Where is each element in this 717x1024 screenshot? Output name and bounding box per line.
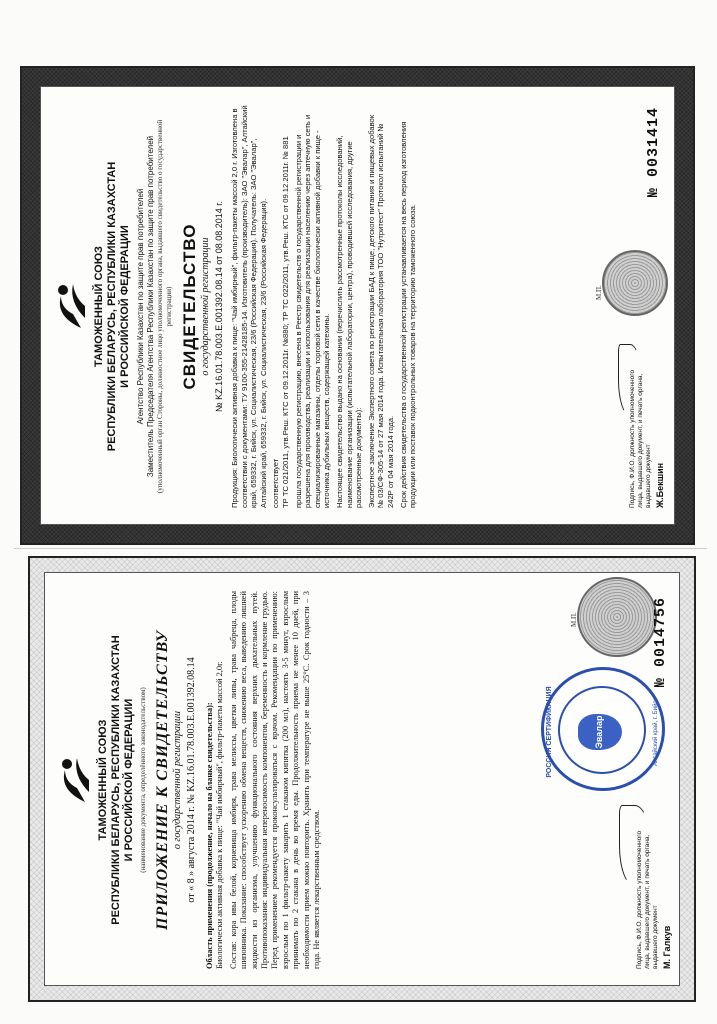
paragraph-registration: прошла государственную регистрацию, внесена в Реестр свидетельств о государственной регистрации и разрешена для производства, реализации и использования для реализации населению через аптечную сеть и специализированные магазины, отделы торговой сети в качестве биологически активной добавки к пище - источника дубильных веществ, содержащей катехины.	[293, 114, 332, 508]
appendix-caption: (наименование документа, определённого законодательством)	[139, 687, 147, 873]
certificate-serial-number: № 0031414	[645, 107, 662, 198]
product-text: Биологически активная добавка к пище: "Чай имбирный", фильтр-пакеты массой 2,0 г. Изготовлена в соответствии с документами: ТУ 9100-355-21428185-14. Изготовитель (производитель): ЗАО "Эвалар", Алтайский край, 659332, г. Бийск, ул. Социалистическая, 23/6 (Российская Федерация). Получатель: ЗАО "Эвалар", Алтайский край, 659332, г. Бийск, ул. Социалистическая, 23/6 (Российская Федерация).	[230, 105, 268, 508]
certificate-signature	[618, 344, 642, 416]
certificate-title: СВИДЕТЕЛЬСТВО	[180, 223, 199, 390]
appendix-signer-caption: Подпись, Ф.И.О. должность уполномоченного лица, выдавшего документ, и печать органа, выдавшего документ	[636, 830, 659, 969]
fold-divider	[14, 548, 707, 549]
blue-company-stamp	[541, 667, 665, 791]
appendix-signature	[619, 805, 651, 887]
paragraph-basis: Настоящее свидетельство выдано на основании (перечислить рассмотренные протоколы исследований, наименование организации (испытательной лаборатории, центра), проводившей исследования, другие рассмотренные документы):	[334, 135, 364, 508]
product-label: Продукция:	[230, 467, 239, 508]
paragraph-expert-conclusion: Экспертное заключение Экспертного совета по регистрации БАД к пище, детского питания и пищевых добавок № 03/СФ-305-14 от 27 мая 2014 года. Испытательная лаборатория ТОО "Нутритест" Протокол испытаний № 242Р от 04 мая 2014 года.	[366, 114, 395, 508]
certificate-number: № KZ.16.01.78.003.E.001392.08.14 от 08.08.2014 г.	[214, 201, 224, 412]
certificate-body	[230, 105, 418, 508]
agency-line-2: Заместитель Председателя Агентства Республики Казахстан по защите прав потребителей	[146, 135, 155, 478]
agency-caption: (уполномоченный орган Стороны, должностное лицо уполномоченного органа, выдавшего свидетельство о государственной регистрации)	[156, 119, 173, 494]
appendix-signer-name: М. Галкув	[662, 925, 672, 969]
appendix-inner-panel	[44, 572, 680, 986]
blue-stamp-logo-text: Эвалар	[594, 715, 604, 749]
union-title-line-2: РЕСПУБЛИКИ БЕЛАРУСЬ, РЕСПУБЛИКИ КАЗАХСТАН	[106, 161, 118, 452]
appendix-title: ПРИЛОЖЕНИЕ К СВИДЕТЕЛЬСТВУ	[154, 630, 171, 930]
paragraph-validity: Срок действия свидетельства о государственной регистрации устанавливается на весь период изготовления продукции или поставок подконтрольных товаров на территорию таможенного союза.	[398, 121, 418, 508]
appendix-union-title-1: ТАМОЖЕННЫЙ СОЮЗ	[97, 719, 109, 841]
appendix-seal-label: М.П.	[570, 612, 578, 627]
appendix-serial-number: № 0014756	[652, 597, 669, 688]
conformity-label: соответствует	[271, 458, 281, 508]
appendix-date-number: от « 8 » августа 2014 г. № KZ.16.01.78.003.E.001392.08.14	[186, 657, 197, 903]
certificate-document	[20, 66, 695, 545]
eurasian-emblem-icon	[55, 750, 95, 810]
signer-caption: Подпись, Ф.И.О. должность уполномоченного лица, выдавшего документ, и печать органа, выдавшего документ	[629, 369, 652, 508]
appendix-official-seal	[577, 577, 657, 657]
certificate-rotated-content	[41, 87, 675, 525]
certificate-subtitle: о государственной регистрации	[200, 237, 211, 376]
union-title-line-1: ТАМОЖЕННЫЙ СОЮЗ	[93, 246, 105, 367]
eurasian-emblem-icon	[51, 277, 91, 337]
appendix-union-title-3: И РОССИЙСКОЙ ФЕДЕРАЦИИ	[123, 698, 135, 862]
appendix-document	[28, 556, 696, 1002]
appendix-body	[205, 591, 322, 969]
appendix-union-title-2: РЕСПУБЛИКИ БЕЛАРУСЬ, РЕСПУБЛИКИ КАЗАХСТАН	[110, 635, 122, 925]
certificate-seal-label: М.П.	[595, 285, 603, 300]
scope-text: Биологически активная добавка к пище: "Чай имбирный", фильтр-пакеты массой 2,0г.	[215, 661, 225, 969]
appendix-subtitle: о государственной регистрации	[172, 710, 183, 850]
conformity-text: ТР ТС 021/2011, утв.Реш. КТС от 09.12.2011г. №880; ТР ТС 022/2011, утв.Реш. КТС от 09.12.2011г. № 881	[280, 136, 290, 508]
union-title-line-3: И РОССИЙСКОЙ ФЕДЕРАЦИИ	[119, 225, 131, 388]
blue-stamp-text-top: РОССИЯ СЕРТИФИКАЦИЯ	[546, 686, 553, 778]
blue-stamp-text-bottom: Алтайский край, г. Бийск	[653, 698, 659, 766]
signer-name: Ж.Бекшин	[655, 462, 665, 508]
certificate-official-seal	[602, 250, 668, 316]
certificate-inner-panel	[40, 86, 675, 525]
scope-label: Область применения (продолжение, начало на бланке свидетельства):	[205, 702, 214, 969]
appendix-rotated-content	[45, 573, 680, 986]
composition-text: Состав: кора ивы белой, корневища имбиря, трава мелиссы, цветки липы, трава чабреца, плоды шиповника. Показание: способствует ускорению обмена веществ, снижению веса, выведению лишней жидкости из организма, улучшению функционального состояния верхних дыхательных путей. Противопоказания: индивидуальная непереносимость компонентов, беременность и кормление грудью. Перед применением рекомендуется проконсультироваться с врачом. Рекомендации по применению: взрослым по 1 фильтр-пакету заварить 1 стаканом кипятка (200 мл), настоять 3-5 минут, взрослым принимать по 2 стакана в день во время еды. Продолжительность приема не менее 10 дней, при необходимости прием можно повторить. Хранить при температуре не выше 25°С. Срок годности – 3 года. Не является лекарственным средством.	[228, 591, 322, 969]
agency-line-1: Агентство Республики Казахстан по защите прав потребителей	[136, 188, 145, 425]
